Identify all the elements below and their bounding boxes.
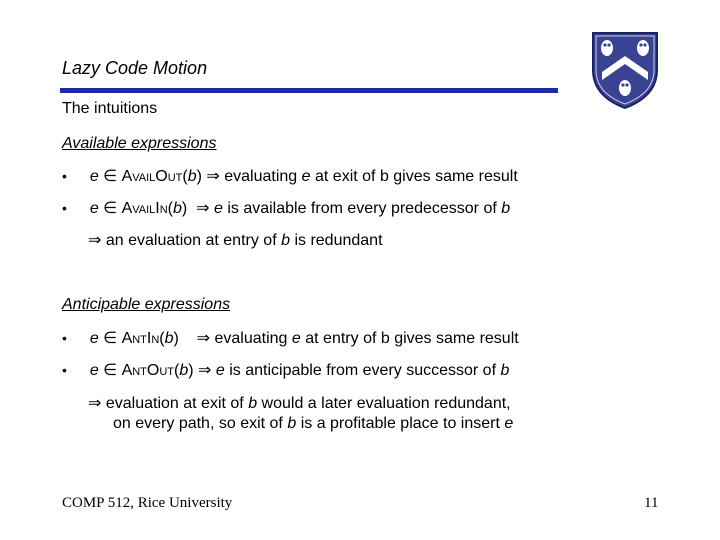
block-var: b (172, 200, 182, 217)
anticipable-conclusion-line-2 (113, 414, 513, 434)
intro-text: The intuitions (62, 100, 158, 117)
title-underline-rule (60, 88, 558, 93)
block-var: b (500, 362, 510, 379)
bullet-text: at exit of b gives same result (315, 168, 518, 185)
expr-e: e (89, 330, 99, 347)
expr-e: e (291, 330, 301, 347)
bullet-marker: • (62, 362, 67, 378)
block-var: b (187, 168, 197, 185)
implies-symbol: ⇒ (196, 200, 210, 217)
expr-e: e (89, 168, 99, 185)
available-conclusion (88, 231, 383, 251)
expr-e: e (215, 362, 225, 379)
block-var: b (248, 395, 258, 412)
expr-e: e (89, 362, 99, 379)
block-var: b (179, 362, 189, 379)
available-bullet-1: • e ∈ AvailOut(b) ⇒ evaluating e at exit of b gives same result (62, 168, 518, 185)
bullet-marker: • (62, 330, 67, 346)
implies-symbol: ⇒ (88, 395, 102, 412)
bullet-text: at entry of b gives same result (305, 330, 519, 347)
footer-course: COMP 512, Rice University (62, 495, 233, 511)
bullet-text: evaluating (224, 168, 298, 185)
implies-symbol: ⇒ (206, 168, 220, 185)
slide-title: Lazy Code Motion (62, 58, 208, 78)
expr-e: e (89, 200, 99, 217)
rice-university-shield-icon (590, 30, 660, 110)
set-name: AntIn (121, 330, 160, 347)
bullet-marker: • (62, 168, 67, 184)
conclusion-text: on every path, so exit of (113, 415, 283, 432)
expr-e: e (213, 200, 223, 217)
member-symbol: ∈ (103, 200, 118, 217)
bullet-text: is anticipable from every successor of (229, 362, 497, 379)
implies-symbol: ⇒ (198, 362, 212, 379)
available-heading: Available expressions (62, 135, 217, 152)
conclusion-text: is a profitable place to insert (300, 415, 500, 432)
block-var: b (281, 232, 290, 249)
anticipable-bullet-1: • e ∈ AntIn(b) ⇒ evaluating e at entry of b gives same result (62, 330, 519, 347)
anticipable-bullet-2: • e ∈ AntOut(b) ⇒ e is anticipable from every successor of b (62, 362, 510, 379)
expr-e: e (301, 168, 311, 185)
set-name: AvailIn (121, 200, 168, 217)
bullet-marker: • (62, 200, 67, 216)
member-symbol: ∈ (103, 362, 118, 379)
implies-symbol: ⇒ (88, 232, 102, 249)
available-bullet-2: • e ∈ AvailIn(b) ⇒ e is available from every predecessor of b (62, 200, 511, 217)
conclusion-text: evaluation at exit of (105, 395, 244, 412)
block-var: b (501, 200, 511, 217)
anticipable-heading: Anticipable expressions (62, 296, 231, 313)
member-symbol: ∈ (103, 168, 118, 185)
conclusion-text: an evaluation at entry of (105, 232, 277, 249)
block-var: b (287, 415, 297, 432)
block-var: b (164, 330, 174, 347)
bullet-text: evaluating (214, 330, 288, 347)
bullet-text: is available from every predecessor of (227, 200, 497, 217)
set-name: AvailOut (121, 168, 183, 185)
implies-symbol: ⇒ (196, 330, 211, 347)
anticipable-conclusion-line-1 (88, 394, 511, 414)
conclusion-text: would a later evaluation redundant, (261, 395, 511, 412)
expr-e: e (504, 415, 514, 432)
conclusion-text: is redundant (294, 232, 383, 249)
set-name: AntOut (121, 362, 175, 379)
member-symbol: ∈ (103, 330, 118, 347)
page-number: 11 (644, 495, 659, 511)
